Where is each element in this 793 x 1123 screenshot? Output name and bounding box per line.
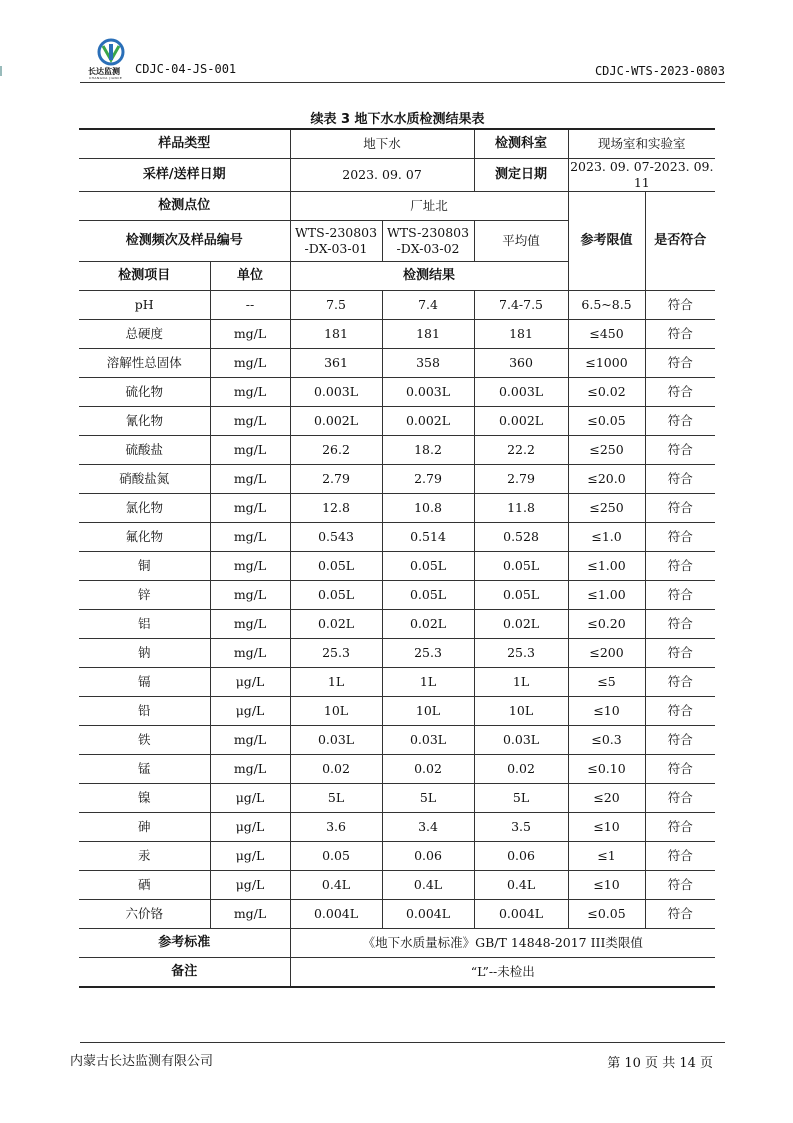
item-header: 检测项目 <box>79 262 210 291</box>
result-1-cell: 3.6 <box>290 813 382 842</box>
item-cell: 硫酸盐 <box>79 436 210 465</box>
result-1-cell: 7.5 <box>290 291 382 320</box>
conform-cell: 符合 <box>645 842 715 871</box>
result-header: 检测结果 <box>290 262 568 291</box>
result-2-cell: 0.02L <box>382 610 474 639</box>
table-row <box>79 465 715 494</box>
average-cell: 25.3 <box>474 639 568 668</box>
result-2-cell: 7.4 <box>382 291 474 320</box>
result-1-cell: 0.002L <box>290 407 382 436</box>
sample-date-value: 2023. 09. 07 <box>290 159 474 192</box>
result-2-cell: 0.4L <box>382 871 474 900</box>
unit-cell: mg/L <box>210 407 290 436</box>
item-cell: pH <box>79 291 210 320</box>
unit-cell: mg/L <box>210 552 290 581</box>
item-cell: 钠 <box>79 639 210 668</box>
unit-cell: -- <box>210 291 290 320</box>
item-cell: 汞 <box>79 842 210 871</box>
standard-row <box>79 929 715 958</box>
table-row <box>79 552 715 581</box>
test-date-label: 测定日期 <box>474 159 568 192</box>
table-row <box>79 755 715 784</box>
item-cell: 六价铬 <box>79 900 210 929</box>
sample-type-label: 样品类型 <box>79 129 290 159</box>
page-number: 第 10 页 共 14 页 <box>607 1056 713 1071</box>
result-1-cell: 0.02 <box>290 755 382 784</box>
page-header <box>80 36 725 83</box>
table-row <box>79 784 715 813</box>
conform-cell: 符合 <box>645 552 715 581</box>
item-cell: 铜 <box>79 552 210 581</box>
freq-label: 检测频次及样品编号 <box>79 221 290 262</box>
company-name: 内蒙古长达监测有限公司 <box>70 1054 214 1069</box>
item-cell: 铁 <box>79 726 210 755</box>
result-1-cell: 0.05L <box>290 552 382 581</box>
limit-cell: ≤1.00 <box>568 552 645 581</box>
result-2-cell: 3.4 <box>382 813 474 842</box>
item-cell: 镉 <box>79 668 210 697</box>
result-1-cell: 0.004L <box>290 900 382 929</box>
limit-cell: ≤450 <box>568 320 645 349</box>
point-value: 厂址北 <box>290 192 568 221</box>
unit-cell: mg/L <box>210 639 290 668</box>
average-cell: 1L <box>474 668 568 697</box>
result-2-cell: 0.004L <box>382 900 474 929</box>
result-1-cell: 10L <box>290 697 382 726</box>
result-2-cell: 0.03L <box>382 726 474 755</box>
item-cell: 氟化物 <box>79 523 210 552</box>
result-1-cell: 0.4L <box>290 871 382 900</box>
limit-cell: ≤5 <box>568 668 645 697</box>
info-row-dates <box>79 159 715 192</box>
unit-cell: μg/L <box>210 784 290 813</box>
unit-cell: mg/L <box>210 349 290 378</box>
conform-cell: 符合 <box>645 668 715 697</box>
result-2-cell: 0.514 <box>382 523 474 552</box>
conform-cell: 符合 <box>645 639 715 668</box>
limit-cell: ≤20 <box>568 784 645 813</box>
remark-value: “L”--未检出 <box>290 958 715 988</box>
average-cell: 22.2 <box>474 436 568 465</box>
item-cell: 溶解性总固体 <box>79 349 210 378</box>
table-row <box>79 842 715 871</box>
result-2-cell: 18.2 <box>382 436 474 465</box>
result-2-cell: 0.06 <box>382 842 474 871</box>
result-1-cell: 0.05 <box>290 842 382 871</box>
average-cell: 3.5 <box>474 813 568 842</box>
limit-cell: 6.5~8.5 <box>568 291 645 320</box>
table-row <box>79 726 715 755</box>
result-2-cell: 10.8 <box>382 494 474 523</box>
unit-cell: mg/L <box>210 610 290 639</box>
unit-cell: mg/L <box>210 436 290 465</box>
table-title: 续表 3 地下水水质检测结果表 <box>310 112 485 127</box>
result-1-cell: 1L <box>290 668 382 697</box>
binding-mark <box>0 66 9 76</box>
average-cell: 0.06 <box>474 842 568 871</box>
average-cell: 11.8 <box>474 494 568 523</box>
average-cell: 0.002L <box>474 407 568 436</box>
conform-cell: 符合 <box>645 523 715 552</box>
sample-1-id: WTS-230803 -DX-03-01 <box>290 221 382 262</box>
table-row <box>79 523 715 552</box>
average-header: 平均值 <box>474 221 568 262</box>
unit-cell: μg/L <box>210 842 290 871</box>
item-cell: 氯化物 <box>79 494 210 523</box>
limit-cell: ≤250 <box>568 436 645 465</box>
conform-cell: 符合 <box>645 407 715 436</box>
result-1-cell: 12.8 <box>290 494 382 523</box>
logo-text: 长达监测 <box>88 67 120 76</box>
limit-cell: ≤1.00 <box>568 581 645 610</box>
unit-cell: μg/L <box>210 813 290 842</box>
average-cell: 0.03L <box>474 726 568 755</box>
conform-cell: 符合 <box>645 871 715 900</box>
table-row <box>79 900 715 929</box>
limit-cell: ≤1.0 <box>568 523 645 552</box>
item-cell: 硫化物 <box>79 378 210 407</box>
unit-cell: μg/L <box>210 871 290 900</box>
limit-cell: ≤0.10 <box>568 755 645 784</box>
table-row <box>79 320 715 349</box>
result-2-cell: 25.3 <box>382 639 474 668</box>
footer-divider <box>80 1042 725 1043</box>
result-2-cell: 1L <box>382 668 474 697</box>
average-cell: 2.79 <box>474 465 568 494</box>
item-cell: 锌 <box>79 581 210 610</box>
table-row <box>79 436 715 465</box>
average-cell: 181 <box>474 320 568 349</box>
result-1-cell: 26.2 <box>290 436 382 465</box>
average-cell: 360 <box>474 349 568 378</box>
table-row <box>79 407 715 436</box>
item-cell: 氰化物 <box>79 407 210 436</box>
limit-cell: ≤0.02 <box>568 378 645 407</box>
table-row <box>79 871 715 900</box>
result-1-cell: 0.05L <box>290 581 382 610</box>
table-row <box>79 349 715 378</box>
result-2-cell: 0.05L <box>382 552 474 581</box>
table-row <box>79 291 715 320</box>
average-cell: 7.4-7.5 <box>474 291 568 320</box>
logo-subtext: CHANGDA JIANCE <box>89 76 123 80</box>
item-cell: 总硬度 <box>79 320 210 349</box>
sample-2-id: WTS-230803 -DX-03-02 <box>382 221 474 262</box>
document-code: CDJC-04-JS-001 <box>135 62 237 76</box>
table-row <box>79 610 715 639</box>
result-2-cell: 0.002L <box>382 407 474 436</box>
limit-cell: ≤0.05 <box>568 900 645 929</box>
result-1-cell: 0.003L <box>290 378 382 407</box>
limit-cell: ≤10 <box>568 697 645 726</box>
conform-cell: 符合 <box>645 378 715 407</box>
limit-cell: ≤0.05 <box>568 407 645 436</box>
sample-date-label: 采样/送样日期 <box>79 159 290 192</box>
result-1-cell: 0.543 <box>290 523 382 552</box>
table-row <box>79 494 715 523</box>
result-1-cell: 5L <box>290 784 382 813</box>
report-number: CDJC-WTS-2023-0803 <box>594 64 725 78</box>
water-quality-table <box>79 128 715 988</box>
table-row <box>79 697 715 726</box>
unit-cell: μg/L <box>210 668 290 697</box>
limit-header: 参考限值 <box>568 192 645 291</box>
result-2-cell: 0.05L <box>382 581 474 610</box>
unit-cell: mg/L <box>210 465 290 494</box>
item-cell: 硝酸盐氮 <box>79 465 210 494</box>
limit-cell: ≤20.0 <box>568 465 645 494</box>
standard-value: 《地下水质量标准》GB/T 14848-2017 III类限值 <box>290 929 715 958</box>
result-1-cell: 0.02L <box>290 610 382 639</box>
unit-cell: mg/L <box>210 755 290 784</box>
dept-value: 现场室和实验室 <box>568 129 715 159</box>
conform-cell: 符合 <box>645 465 715 494</box>
info-row-point <box>79 192 715 221</box>
remark-label: 备注 <box>79 958 290 988</box>
average-cell: 0.528 <box>474 523 568 552</box>
limit-cell: ≤250 <box>568 494 645 523</box>
average-cell: 0.02 <box>474 755 568 784</box>
conform-cell: 符合 <box>645 610 715 639</box>
item-cell: 硒 <box>79 871 210 900</box>
limit-cell: ≤1 <box>568 842 645 871</box>
conform-cell: 符合 <box>645 726 715 755</box>
conform-cell: 符合 <box>645 813 715 842</box>
average-cell: 0.05L <box>474 581 568 610</box>
table-row <box>79 668 715 697</box>
limit-cell: ≤0.3 <box>568 726 645 755</box>
limit-cell: ≤1000 <box>568 349 645 378</box>
unit-cell: mg/L <box>210 320 290 349</box>
unit-cell: mg/L <box>210 378 290 407</box>
conform-cell: 符合 <box>645 755 715 784</box>
table-row <box>79 581 715 610</box>
unit-cell: mg/L <box>210 581 290 610</box>
point-label: 检测点位 <box>79 192 290 221</box>
conform-cell: 符合 <box>645 320 715 349</box>
result-1-cell: 361 <box>290 349 382 378</box>
remark-row <box>79 958 715 988</box>
item-cell: 铝 <box>79 610 210 639</box>
sample-type-value: 地下水 <box>290 129 474 159</box>
conform-header: 是否符合 <box>645 192 715 291</box>
unit-cell: mg/L <box>210 494 290 523</box>
unit-cell: mg/L <box>210 523 290 552</box>
conform-cell: 符合 <box>645 581 715 610</box>
result-1-cell: 2.79 <box>290 465 382 494</box>
test-date-value: 2023. 09. 07-2023. 09. 11 <box>568 159 715 192</box>
unit-header: 单位 <box>210 262 290 291</box>
unit-cell: mg/L <box>210 900 290 929</box>
average-cell: 0.004L <box>474 900 568 929</box>
table-row <box>79 378 715 407</box>
average-cell: 0.4L <box>474 871 568 900</box>
dept-label: 检测科室 <box>474 129 568 159</box>
limit-cell: ≤200 <box>568 639 645 668</box>
info-row-sample-type <box>79 129 715 159</box>
conform-cell: 符合 <box>645 900 715 929</box>
average-cell: 0.05L <box>474 552 568 581</box>
result-2-cell: 181 <box>382 320 474 349</box>
unit-cell: mg/L <box>210 726 290 755</box>
conform-cell: 符合 <box>645 494 715 523</box>
result-2-cell: 5L <box>382 784 474 813</box>
limit-cell: ≤10 <box>568 813 645 842</box>
item-cell: 铅 <box>79 697 210 726</box>
limit-cell: ≤0.20 <box>568 610 645 639</box>
unit-cell: μg/L <box>210 697 290 726</box>
conform-cell: 符合 <box>645 784 715 813</box>
conform-cell: 符合 <box>645 291 715 320</box>
result-2-cell: 10L <box>382 697 474 726</box>
table-row <box>79 639 715 668</box>
table-row <box>79 813 715 842</box>
average-cell: 0.003L <box>474 378 568 407</box>
average-cell: 5L <box>474 784 568 813</box>
result-2-cell: 358 <box>382 349 474 378</box>
item-cell: 砷 <box>79 813 210 842</box>
result-1-cell: 0.03L <box>290 726 382 755</box>
average-cell: 10L <box>474 697 568 726</box>
conform-cell: 符合 <box>645 697 715 726</box>
item-cell: 镍 <box>79 784 210 813</box>
result-2-cell: 0.003L <box>382 378 474 407</box>
item-cell: 锰 <box>79 755 210 784</box>
result-2-cell: 0.02 <box>382 755 474 784</box>
result-2-cell: 2.79 <box>382 465 474 494</box>
limit-cell: ≤10 <box>568 871 645 900</box>
result-1-cell: 25.3 <box>290 639 382 668</box>
standard-label: 参考标准 <box>79 929 290 958</box>
conform-cell: 符合 <box>645 349 715 378</box>
result-1-cell: 181 <box>290 320 382 349</box>
average-cell: 0.02L <box>474 610 568 639</box>
conform-cell: 符合 <box>645 436 715 465</box>
